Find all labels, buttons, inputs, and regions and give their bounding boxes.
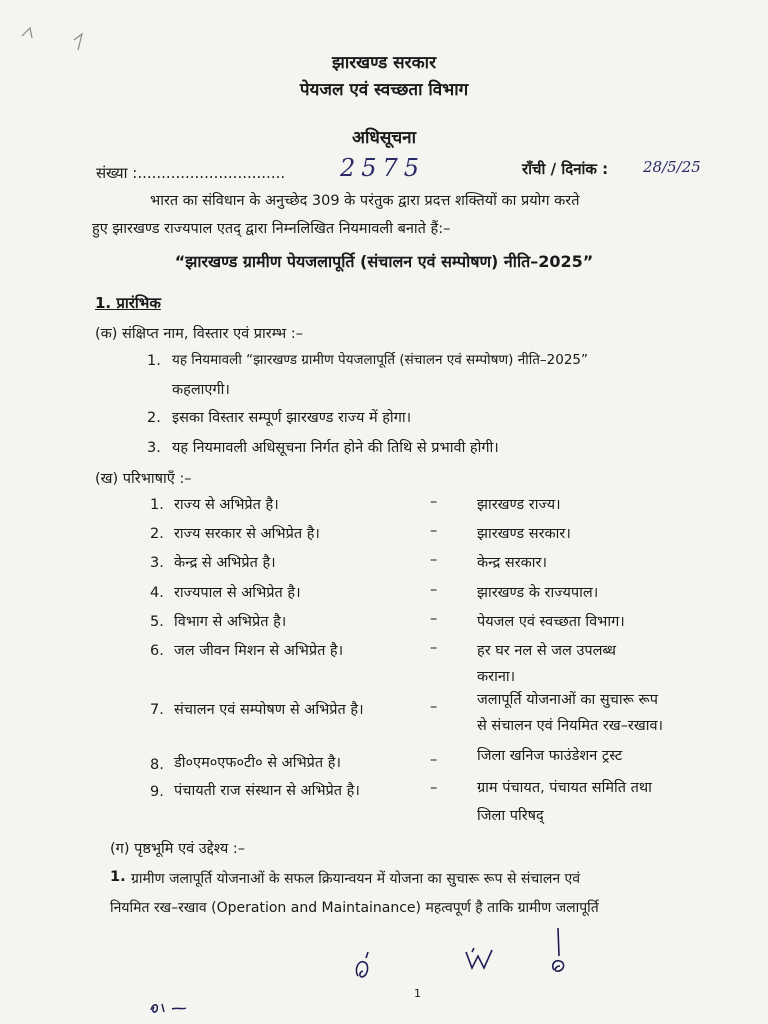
definition-number: 5.: [150, 614, 164, 630]
definition-meaning: झारखण्ड के राज्यपाल।: [477, 585, 599, 601]
definition-dash: –: [430, 494, 438, 510]
notification-heading: अधिसूचना: [352, 128, 416, 148]
definition-number: 2.: [150, 526, 164, 542]
definition-dash: –: [430, 582, 438, 598]
section-1a-heading: (क) संक्षिप्त नाम, विस्तार एवं प्रारम्भ :–: [95, 326, 303, 342]
definition-number: 4.: [150, 585, 164, 601]
definition-dash: –: [430, 780, 438, 796]
definition-meaning: पेयजल एवं स्वच्छता विभाग।: [477, 614, 625, 630]
reference-number-value: 2575: [340, 154, 426, 182]
definition-dash: –: [430, 523, 438, 539]
definition-dash: –: [430, 611, 438, 627]
section-1c-heading: (ग) पृष्ठभूमि एवं उद्देश्य :–: [110, 841, 246, 857]
definition-number: 7.: [150, 702, 164, 718]
paragraph-line-1: ग्रामीण जलापूर्ति योजनाओं के सफल क्रियान्वयन में योजना का सुचारू रूप से संचालन एवं: [131, 871, 581, 887]
corner-scan-marks: [18, 22, 88, 62]
list-item-number: 1.: [147, 353, 161, 369]
margin-scribble: [148, 996, 190, 1016]
definition-dash: –: [430, 552, 438, 568]
list-item-text: यह नियमावली अधिसूचना निर्गत होने की तिथि से प्रभावी होगी।: [172, 440, 499, 456]
list-item-number: 3.: [147, 440, 161, 456]
policy-title: “झारखण्ड ग्रामीण पेयजलापूर्ति (संचालन एवं सम्पोषण) नीति–2025”: [174, 252, 594, 271]
list-item-text-continued: कहलाएगी।: [172, 382, 230, 398]
definition-term: राज्यपाल से अभिप्रेत है।: [174, 585, 301, 601]
definition-term: संचालन एवं सम्पोषण से अभिप्रेत है।: [174, 702, 364, 718]
definition-term: राज्य से अभिप्रेत है।: [174, 497, 279, 513]
place-date-label: राँची / दिनांक :: [522, 160, 609, 178]
section-1-heading: 1. प्रारंभिक: [95, 294, 161, 312]
definition-meaning: जिला खनिज फाउंडेशन ट्रस्ट: [477, 748, 623, 764]
definition-term: पंचायती राज संस्थान से अभिप्रेत है।: [174, 783, 360, 799]
definition-meaning-continued: से संचालन एवं नियमित रख–रखाव।: [477, 718, 664, 734]
paragraph-line-2: नियमित रख–रखाव (Operation and Maintainance) महत्वपूर्ण है ताकि ग्रामीण जलापूर्ति: [110, 900, 599, 916]
initials-signature-2: [462, 946, 496, 976]
definition-term: डी०एम०एफ०टी० से अभिप्रेत है।: [174, 755, 341, 771]
section-1b-heading: (ख) परिभाषाएँ :–: [95, 471, 192, 487]
department-heading: पेयजल एवं स्वच्छता विभाग: [299, 80, 469, 100]
list-item-text: यह नियमावली “झारखण्ड ग्रामीण पेयजलापूर्ति (संचालन एवं सम्पोषण) नीति–2025”: [172, 352, 589, 368]
list-item-text: इसका विस्तार सम्पूर्ण झारखण्ड राज्य में होगा।: [172, 410, 412, 426]
definition-number: 6.: [150, 643, 164, 659]
intro-line-1: भारत का संविधान के अनुच्छेद 309 के परंतुक द्वारा प्रदत्त शक्तियों का प्रयोग करते: [150, 193, 580, 209]
page-number: 1: [414, 987, 421, 1000]
definition-number: 9.: [150, 784, 164, 800]
government-heading: झारखण्ड सरकार: [331, 53, 437, 73]
definition-number: 3.: [150, 555, 164, 571]
definition-term: राज्य सरकार से अभिप्रेत है।: [174, 526, 320, 542]
definition-term: जल जीवन मिशन से अभिप्रेत है।: [174, 643, 344, 659]
definition-meaning: केन्द्र सरकार।: [477, 555, 547, 571]
definition-dash: –: [430, 640, 438, 656]
definition-term: विभाग से अभिप्रेत है।: [174, 614, 287, 630]
intro-line-2: हुए झारखण्ड राज्यपाल एतद् द्वारा निम्नलिखित नियमावली बनाते हैं:–: [92, 221, 451, 237]
definition-number: 8.: [150, 757, 164, 773]
definition-meaning: झारखण्ड सरकार।: [477, 526, 571, 542]
definition-meaning: हर घर नल से जल उपलब्ध: [477, 643, 616, 659]
definition-term: केन्द्र से अभिप्रेत है।: [174, 555, 276, 571]
definition-meaning-continued: जिला परिषद्: [477, 808, 544, 824]
date-value: 28/5/25: [643, 158, 701, 176]
definition-meaning: जलापूर्ति योजनाओं का सुचारू रूप: [477, 692, 659, 708]
definition-dash: –: [430, 699, 438, 715]
initials-signature-3: [548, 926, 574, 976]
paragraph-number: 1.: [110, 869, 126, 885]
definition-number: 1.: [150, 497, 164, 513]
initials-signature-1: [350, 950, 378, 986]
definition-meaning: झारखण्ड राज्य।: [477, 497, 561, 513]
list-item-number: 2.: [147, 410, 161, 426]
definition-meaning: ग्राम पंचायत, पंचायत समिति तथा: [477, 780, 652, 796]
definition-dash: –: [430, 752, 438, 768]
definition-meaning-continued: कराना।: [477, 669, 516, 685]
reference-number-label: संख्या :...............................: [96, 164, 286, 182]
